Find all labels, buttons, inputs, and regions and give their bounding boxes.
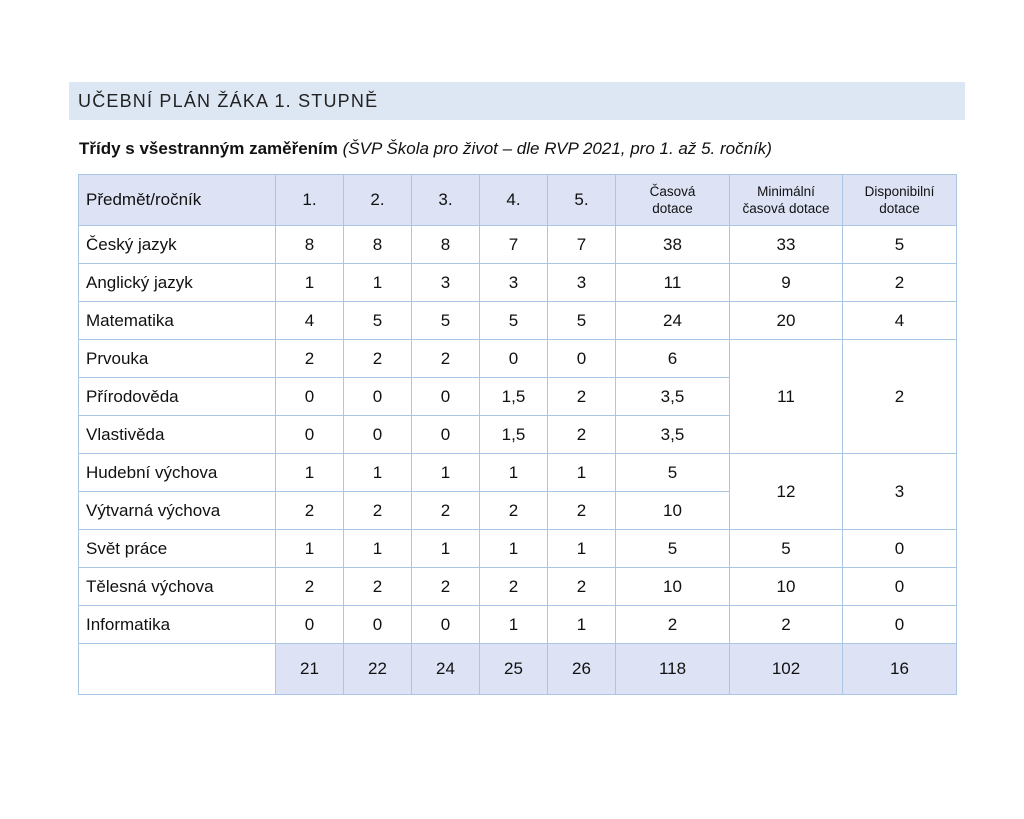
cell-grade-3: 2	[412, 340, 480, 378]
cell-grade-3: 1	[412, 454, 480, 492]
cell-grade-5: 1	[548, 606, 616, 644]
row-subject: Svět práce	[79, 530, 276, 568]
cell-grade-1: 0	[276, 606, 344, 644]
row-subject: Matematika	[79, 302, 276, 340]
cell-disp: 4	[843, 302, 957, 340]
cell-grade-5: 3	[548, 264, 616, 302]
cell-min-group-arts: 12	[730, 454, 843, 530]
cell-grade-4: 1	[480, 454, 548, 492]
cell-grade-2: 1	[344, 454, 412, 492]
cell-total: 5	[616, 530, 730, 568]
subtitle-italic: (ŠVP Škola pro život – dle RVP 2021, pro 1. až 5. ročník)	[342, 139, 772, 158]
cell-grade-4: 2	[480, 492, 548, 530]
header-grade-1: 1.	[276, 175, 344, 226]
cell-grade-2: 8	[344, 226, 412, 264]
cell-grade-4: 0	[480, 340, 548, 378]
cell-total: 2	[616, 606, 730, 644]
header-available-hours: Disponibilní dotace	[843, 175, 957, 226]
totals-row	[79, 644, 957, 695]
cell-grade-1: 8	[276, 226, 344, 264]
cell-total: 10	[616, 492, 730, 530]
cell-grade-3: 2	[412, 492, 480, 530]
cell-grade-2: 0	[344, 378, 412, 416]
cell-grade-4: 3	[480, 264, 548, 302]
cell-grade-1: 1	[276, 530, 344, 568]
cell-min-group-nature: 11	[730, 340, 843, 454]
cell-grade-5: 2	[548, 416, 616, 454]
total-min: 102	[730, 644, 843, 695]
row-subject: Český jazyk	[79, 226, 276, 264]
cell-total: 24	[616, 302, 730, 340]
subtitle-bold: Třídy s všestranným zaměřením	[79, 139, 338, 158]
cell-grade-5: 5	[548, 302, 616, 340]
cell-grade-4: 1	[480, 606, 548, 644]
cell-total: 11	[616, 264, 730, 302]
cell-disp-group-nature: 2	[843, 340, 957, 454]
cell-grade-2: 0	[344, 416, 412, 454]
cell-grade-4: 1	[480, 530, 548, 568]
total-grade-1: 21	[276, 644, 344, 695]
table-row	[79, 454, 957, 492]
cell-grade-1: 0	[276, 416, 344, 454]
header-grade-4: 4.	[480, 175, 548, 226]
cell-grade-2: 2	[344, 492, 412, 530]
cell-total: 5	[616, 454, 730, 492]
cell-grade-3: 0	[412, 416, 480, 454]
cell-grade-5: 0	[548, 340, 616, 378]
table-row	[79, 606, 957, 644]
cell-grade-4: 1,5	[480, 416, 548, 454]
cell-min: 5	[730, 530, 843, 568]
cell-grade-4: 1,5	[480, 378, 548, 416]
row-subject: Informatika	[79, 606, 276, 644]
cell-grade-4: 7	[480, 226, 548, 264]
table-subtitle	[79, 139, 772, 159]
cell-min: 2	[730, 606, 843, 644]
row-subject: Anglický jazyk	[79, 264, 276, 302]
row-subject: Výtvarná výchova	[79, 492, 276, 530]
cell-total: 6	[616, 340, 730, 378]
cell-disp: 2	[843, 264, 957, 302]
cell-grade-2: 2	[344, 568, 412, 606]
total-grade-2: 22	[344, 644, 412, 695]
total-disp: 16	[843, 644, 957, 695]
table-row	[79, 264, 957, 302]
cell-grade-2: 1	[344, 264, 412, 302]
cell-grade-1: 4	[276, 302, 344, 340]
cell-grade-5: 2	[548, 378, 616, 416]
total-grade-3: 24	[412, 644, 480, 695]
cell-grade-1: 2	[276, 568, 344, 606]
cell-grade-2: 5	[344, 302, 412, 340]
cell-grade-4: 5	[480, 302, 548, 340]
cell-total: 10	[616, 568, 730, 606]
table-row	[79, 340, 957, 378]
table-row	[79, 568, 957, 606]
cell-total: 38	[616, 226, 730, 264]
cell-grade-3: 1	[412, 530, 480, 568]
cell-min: 33	[730, 226, 843, 264]
cell-grade-5: 2	[548, 568, 616, 606]
table-row	[79, 302, 957, 340]
cell-grade-3: 0	[412, 606, 480, 644]
row-subject: Prvouka	[79, 340, 276, 378]
cell-total: 3,5	[616, 378, 730, 416]
cell-grade-1: 1	[276, 454, 344, 492]
cell-disp: 0	[843, 530, 957, 568]
cell-grade-5: 1	[548, 530, 616, 568]
cell-disp-group-arts: 3	[843, 454, 957, 530]
row-subject: Vlastivěda	[79, 416, 276, 454]
cell-total: 3,5	[616, 416, 730, 454]
cell-grade-3: 0	[412, 378, 480, 416]
cell-grade-2: 0	[344, 606, 412, 644]
curriculum-table	[78, 174, 957, 695]
cell-min: 10	[730, 568, 843, 606]
cell-disp: 0	[843, 606, 957, 644]
cell-min: 9	[730, 264, 843, 302]
table-row	[79, 226, 957, 264]
total-grade-5: 26	[548, 644, 616, 695]
total-hours: 118	[616, 644, 730, 695]
cell-grade-5: 2	[548, 492, 616, 530]
cell-grade-5: 7	[548, 226, 616, 264]
cell-grade-4: 2	[480, 568, 548, 606]
cell-grade-2: 1	[344, 530, 412, 568]
row-subject: Tělesná výchova	[79, 568, 276, 606]
cell-grade-1: 2	[276, 340, 344, 378]
table-header-row	[79, 175, 957, 226]
cell-min: 20	[730, 302, 843, 340]
header-subject: Předmět/ročník	[79, 175, 276, 226]
cell-grade-3: 2	[412, 568, 480, 606]
cell-grade-1: 1	[276, 264, 344, 302]
row-subject: Přírodověda	[79, 378, 276, 416]
cell-disp: 5	[843, 226, 957, 264]
header-total-hours: Časová dotace	[616, 175, 730, 226]
cell-grade-2: 2	[344, 340, 412, 378]
cell-grade-5: 1	[548, 454, 616, 492]
total-grade-4: 25	[480, 644, 548, 695]
header-grade-3: 3.	[412, 175, 480, 226]
page-title: UČEBNÍ PLÁN ŽÁKA 1. STUPNĚ	[78, 90, 379, 111]
cell-grade-3: 5	[412, 302, 480, 340]
header-grade-5: 5.	[548, 175, 616, 226]
cell-grade-1: 0	[276, 378, 344, 416]
section-header-bar	[69, 82, 965, 120]
header-min-hours: Minimální časová dotace	[730, 175, 843, 226]
cell-grade-3: 8	[412, 226, 480, 264]
cell-disp: 0	[843, 568, 957, 606]
row-subject: Hudební výchova	[79, 454, 276, 492]
table-row	[79, 530, 957, 568]
header-grade-2: 2.	[344, 175, 412, 226]
cell-grade-3: 3	[412, 264, 480, 302]
cell-grade-1: 2	[276, 492, 344, 530]
totals-label-empty	[79, 644, 276, 695]
